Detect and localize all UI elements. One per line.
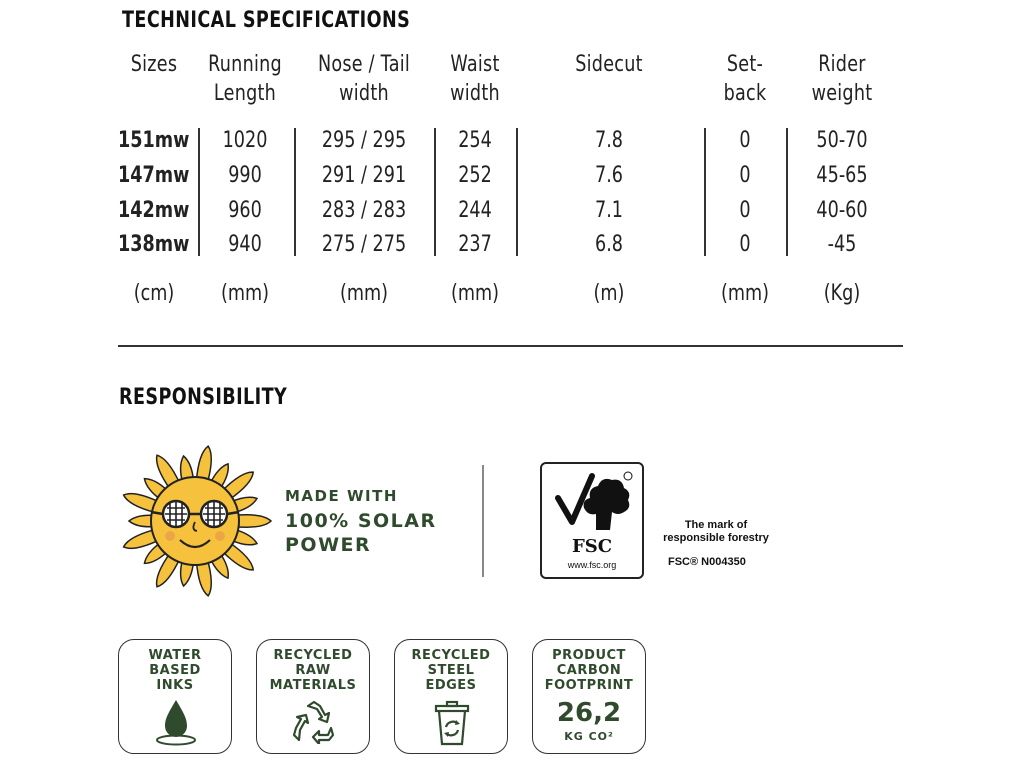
table-cell: 283 / 283: [321, 198, 407, 223]
table-cell: 7.1: [595, 198, 623, 223]
badge-water-based-inks: [118, 639, 232, 754]
header-sizes: Sizes: [130, 52, 178, 77]
table-cell: 50-70: [816, 128, 868, 153]
badge-label: RECYCLED RAW MATERIALS: [269, 648, 357, 693]
header-sidecut: Sidecut: [575, 52, 643, 77]
section-divider: [118, 345, 903, 347]
table-cell: 244: [458, 198, 492, 223]
header-nose-tail-width: Nose / Tail width: [317, 52, 411, 106]
table-cell: 6.8: [595, 232, 623, 257]
unit-rider-weight: (Kg): [823, 281, 861, 306]
fsc-code: FSC® N004350: [668, 556, 746, 568]
badge-product-carbon-footprint: [532, 639, 646, 754]
size-cell: 138mw: [118, 232, 190, 257]
table-cell: 40-60: [816, 198, 868, 223]
table-divider: [294, 128, 296, 256]
solar-power-label: MADE WITH 100% SOLAR POWER: [285, 487, 437, 556]
size-cell: 142mw: [118, 198, 190, 223]
badge-label: RECYCLED STEEL EDGES: [411, 648, 491, 693]
badge-label: WATER BASED INKS: [148, 648, 202, 693]
table-divider: [704, 128, 706, 256]
table-cell: 0: [739, 128, 751, 153]
unit-setback: (mm): [720, 281, 770, 306]
carbon-footprint-unit: KG CO²: [564, 730, 614, 743]
responsibility-title: RESPONSIBILITY: [119, 385, 288, 410]
table-cell: 254: [458, 128, 492, 153]
badge-recycled-raw-materials: [256, 639, 370, 754]
fsc-logo: [540, 462, 644, 579]
badge-label: PRODUCT CARBON FOOTPRINT: [544, 648, 634, 693]
table-cell: 237: [458, 232, 492, 257]
fsc-url: www.fsc.org: [567, 560, 617, 570]
table-cell: 252: [458, 163, 492, 188]
water-drop-icon: [155, 698, 197, 746]
fsc-tree-check-icon: [552, 470, 636, 534]
size-cell: 151mw: [118, 128, 190, 153]
table-cell: 291 / 291: [321, 163, 407, 188]
table-cell: 0: [739, 198, 751, 223]
table-divider: [198, 128, 200, 256]
unit-waist: (mm): [450, 281, 500, 306]
responsibility-divider: [482, 465, 484, 577]
table-cell: 7.8: [595, 128, 623, 153]
table-cell: 295 / 295: [321, 128, 407, 153]
fsc-logo-text: FSC: [571, 536, 613, 557]
table-cell: 960: [228, 198, 262, 223]
unit-sizes: (cm): [133, 281, 175, 306]
fsc-note: The mark of responsible forestry: [663, 519, 769, 544]
table-cell: 7.6: [595, 163, 623, 188]
table-divider: [786, 128, 788, 256]
spec-title: TECHNICAL SPECIFICATIONS: [122, 8, 411, 33]
table-divider: [516, 128, 518, 256]
table-cell: 0: [739, 163, 751, 188]
table-cell: 45-65: [816, 163, 868, 188]
header-running-length: Running Length: [208, 52, 282, 106]
table-divider: [434, 128, 436, 256]
table-cell: 0: [739, 232, 751, 257]
carbon-footprint-value: 26,2: [556, 698, 622, 728]
table-cell: 940: [228, 232, 262, 257]
table-cell: 275 / 275: [321, 232, 407, 257]
unit-running-length: (mm): [220, 281, 270, 306]
badge-recycled-steel-edges: [394, 639, 508, 754]
table-cell: 990: [228, 163, 262, 188]
size-cell: 147mw: [118, 163, 190, 188]
header-waist-width: Waist width: [450, 52, 500, 106]
sun-with-sunglasses-icon: [116, 442, 274, 600]
unit-sidecut: (m): [593, 281, 625, 306]
recycle-icon: [291, 700, 337, 744]
table-cell: -45: [827, 232, 857, 257]
header-rider-weight: Rider weight: [811, 52, 873, 106]
sun-ray: [235, 515, 271, 527]
header-setback: Set- back: [723, 52, 767, 106]
unit-nose-tail: (mm): [339, 281, 389, 306]
recycle-bin-icon: [434, 700, 470, 746]
table-cell: 1020: [222, 128, 268, 153]
